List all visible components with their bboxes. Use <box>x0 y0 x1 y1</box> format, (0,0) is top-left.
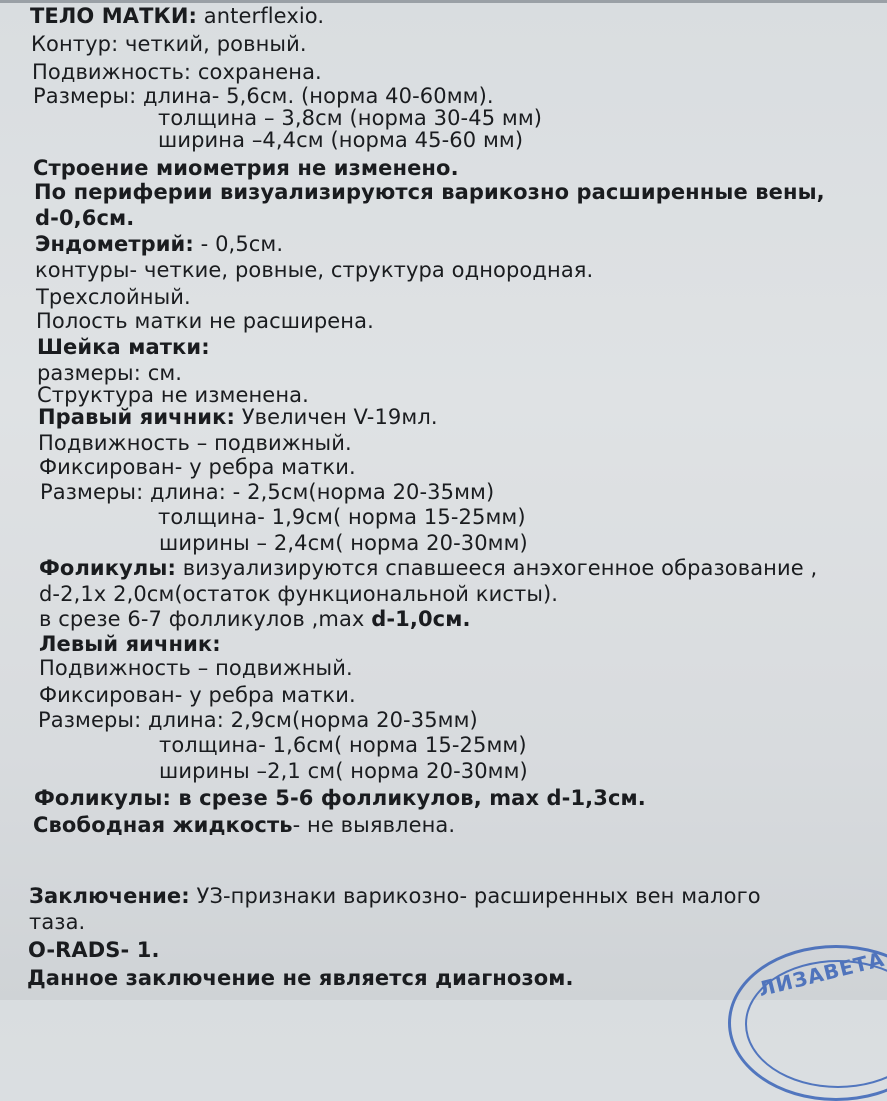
line-right-thickness: толщина- 1,9см( норма 15-25мм) <box>158 505 526 529</box>
conclusion-value: УЗ-признаки варикозно- расширенных вен малого <box>189 884 761 908</box>
line-left-length: Размеры: длина: 2,9см(норма 20-35мм) <box>38 708 478 732</box>
right-ovary-value: Увеличен V-19мл. <box>234 405 438 429</box>
line-vein-diameter: d-0,6см. <box>35 206 135 230</box>
line-right-ovary <box>38 405 438 429</box>
left-follicles-label: Фоликулы: <box>34 786 171 810</box>
line-left-mobility: Подвижность – подвижный. <box>39 656 353 680</box>
line-left-fixed: Фиксирован- у ребра матки. <box>39 683 356 707</box>
line-right-fixed: Фиксирован- у ребра матки. <box>39 455 356 479</box>
line-varicose-veins: По периферии визуализируются варикозно расширенные вены, <box>34 180 825 204</box>
line-right-length: Размеры: длина: - 2,5см(норма 20-35мм) <box>40 480 495 504</box>
line-disclaimer: Данное заключение не является диагнозом. <box>27 966 574 990</box>
line-orads: O-RADS- 1. <box>28 938 160 962</box>
uterus-body-value: anterflexio. <box>197 4 325 28</box>
right-follicle-count-value: в срезе 6-7 фолликулов ,max <box>39 607 372 631</box>
clinic-stamp-text: ЛИЗАВЕТА <box>756 946 887 1002</box>
line-right-width: ширины – 2,4см( норма 20-30мм) <box>159 531 528 555</box>
conclusion-label: Заключение: <box>29 884 190 908</box>
line-cavity: Полость матки не расширена. <box>36 309 374 333</box>
right-ovary-label: Правый яичник: <box>38 405 235 429</box>
line-cervix-structure: Структура не изменена. <box>37 383 309 407</box>
line-right-follicle-count <box>39 607 471 631</box>
right-follicle-max: d-1,0см. <box>371 607 471 631</box>
line-contour: Контур: четкий, ровный. <box>31 32 307 56</box>
line-endometrium <box>35 232 283 256</box>
line-left-follicles <box>34 786 646 810</box>
line-left-width: ширины –2,1 см( норма 20-30мм) <box>159 759 528 783</box>
endometrium-value: - 0,5см. <box>193 232 284 256</box>
line-endometrium-contours: контуры- четкие, ровные, структура однородная. <box>35 258 594 282</box>
free-fluid-label: Свободная жидкость <box>33 813 293 837</box>
line-conclusion-pelvis: таза. <box>29 910 86 934</box>
clinic-stamp <box>728 945 887 1101</box>
endometrium-label: Эндометрий: <box>35 232 194 256</box>
line-three-layer: Трехслойный. <box>36 285 191 309</box>
line-myometrium: Строение миометрия не изменено. <box>33 156 459 180</box>
line-size-length: Размеры: длина- 5,6см. (норма 40-60мм). <box>33 84 494 108</box>
line-uterus-body <box>30 4 324 28</box>
line-left-thickness: толщина- 1,6см( норма 15-25мм) <box>159 733 527 757</box>
uterus-body-label: ТЕЛО МАТКИ: <box>30 4 197 28</box>
line-size-thickness: толщина – 3,8см (норма 30-45 мм) <box>158 106 543 130</box>
line-free-fluid <box>33 813 455 837</box>
line-conclusion <box>29 884 761 908</box>
line-size-width: ширина –4,4см (норма 45-60 мм) <box>158 128 524 152</box>
line-mobility: Подвижность: сохранена. <box>32 60 322 84</box>
left-follicles-value: в срезе 5-6 фолликулов, <box>170 786 490 810</box>
line-left-ovary: Левый яичник: <box>39 632 221 656</box>
line-residual-cyst: d-2,1х 2,0см(остаток функциональной кисты). <box>39 582 559 606</box>
left-follicle-max: max d-1,3см. <box>489 786 646 810</box>
free-fluid-value: - не выявлена. <box>292 813 456 837</box>
right-follicles-label: Фоликулы: <box>39 556 176 580</box>
line-cervix: Шейка матки: <box>37 335 210 359</box>
right-follicles-value: визуализируются спавшееся анэхогенное образование , <box>175 556 818 580</box>
line-right-follicles <box>39 556 817 580</box>
line-right-mobility: Подвижность – подвижный. <box>38 431 352 455</box>
top-rule <box>0 0 887 3</box>
line-cervix-size: размеры: см. <box>37 361 183 385</box>
